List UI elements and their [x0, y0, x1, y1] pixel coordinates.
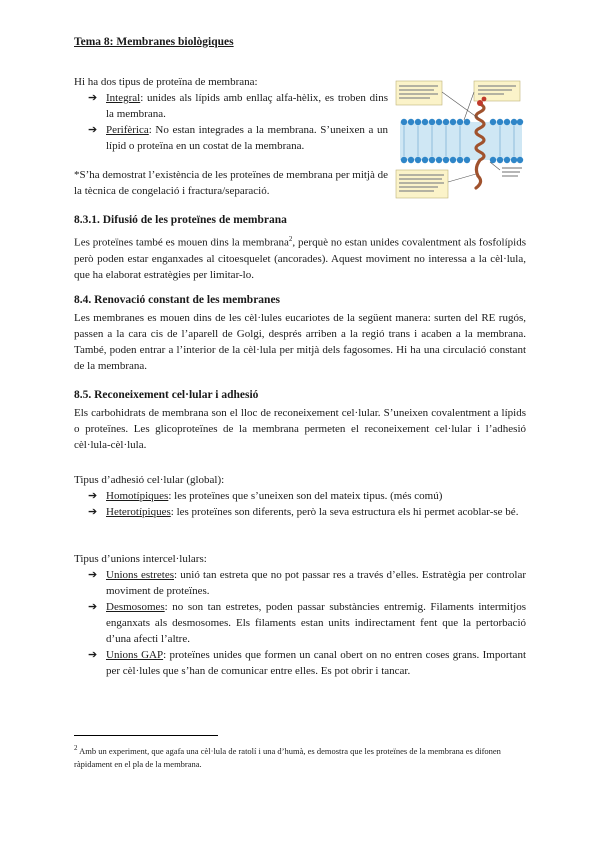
footnote-reference[interactable]: 2 — [288, 235, 293, 243]
term-desmosomes: Desmosomes — [106, 601, 165, 613]
list-item-heterotipiques — [88, 504, 526, 520]
label-box-top-left — [396, 81, 442, 105]
section-text-difusio — [74, 231, 526, 283]
footnote-mark: 2 — [74, 744, 78, 752]
definition-heterotipiques: : les proteïnes son diferents, però la seva estructura els hi permet acoblar-se bé. — [170, 506, 519, 518]
term-integral: Integral — [106, 92, 141, 104]
arrow-icon: ➔ — [88, 601, 98, 613]
definition-integral: : unides als lípids amb enllaç alfa-hèlix, es troben dins la membrana. — [106, 92, 388, 120]
term-heterotipiques: Heterotípiques — [106, 506, 171, 518]
section-heading-renovacio: 8.4. Renovació constant de les membranes — [74, 294, 281, 306]
footnote-text: Amb un experiment, que agafa una cèl·lula de ratolí i una d’humà, es demostra que les proteïnes de la membrana es difonen ràpidament en el pla de la membrana. — [74, 745, 501, 769]
label-box-top-right — [474, 81, 520, 101]
definition-unions-gap: : proteïnes unides que formen un canal obert on no entren coses grans. Important per cèl·lules que s’han de comunicar entre elles. Es pot obrir i tancar. — [106, 649, 526, 677]
arrow-icon: ➔ — [88, 92, 98, 104]
list-item-periferica — [88, 122, 388, 154]
definition-homotipiques: : les proteïnes que s’uneixen son del mateix tipus. (més comú) — [168, 490, 443, 502]
list-item-desmosomes — [88, 599, 526, 647]
definition-desmosomes: : no son tan estretes, poden passar substàncies entremig. Filaments intermitjos enganxats als desmosomes. Els filaments estan units indirectament fent que la pertorbació d’una afecti l’altre. — [106, 601, 526, 645]
section-heading-difusio: 8.3.1. Difusió de les proteïnes de membrana — [74, 214, 287, 226]
section-heading-reconeixement: 8.5. Reconeixement cel·lular i adhesió — [74, 389, 259, 401]
footnote — [74, 742, 526, 771]
intro-text: Hi ha dos tipus de proteïna de membrana: — [74, 76, 258, 88]
membrane-protein-figure — [394, 78, 526, 204]
page-title: Tema 8: Membranes biològiques — [74, 36, 234, 48]
list-item-unions-gap — [88, 647, 526, 679]
arrow-icon: ➔ — [88, 569, 98, 581]
footnote-separator — [74, 735, 218, 736]
section-text-reconeixement: Els carbohidrats de membrana son el lloc de reconeixement cel·lular. S’uneixen covalentment a lípids o proteïnes. Les glicoproteïnes de la membrana permeten el reconeixement cel·lular i l’adhesió cèl·lula-cèl·lula. — [74, 407, 526, 451]
section-text-renovacio: Les membranes es mouen dins de les cèl·lules eucariotes de la següent manera: surten del RE rugós, passen a la cara cis de l’aparell de Golgi, després arriben a la regió trans i acaben a la membrana. També, poden entrar a l’interior de la cèl·lula per mitjà dels fagosomes. Hi ha una circulació constant de la membrana. — [74, 312, 526, 372]
arrow-icon: ➔ — [88, 506, 98, 518]
arrow-icon: ➔ — [88, 649, 98, 661]
note-paragraph: *S’ha demostrat l’existència de les proteïnes de membrana per mitjà de la tècnica de congelació i fractura/separació. — [74, 169, 388, 197]
carbohydrate-chain — [477, 100, 483, 106]
term-unions-gap: Unions GAP — [106, 649, 164, 661]
junctions-intro: Tipus d’unions intercel·lulars: — [74, 553, 207, 565]
definition-unions-estretes: : unió tan estreta que no pot passar res a través d’elles. Estratègia per controlar moviment de proteïnes. — [106, 569, 526, 597]
section-text-difusio-a: Les proteïnes també es mouen dins la membrana — [74, 236, 289, 249]
label-box-bottom-left — [396, 170, 448, 198]
term-periferica: Perifèrica — [106, 124, 149, 136]
list-item-homotipiques — [88, 488, 526, 504]
arrow-icon: ➔ — [88, 124, 98, 136]
term-homotipiques: Homotípiques — [106, 490, 169, 502]
arrow-icon: ➔ — [88, 490, 98, 502]
definition-periferica: : No estan integrades a la membrana. S’uneixen a un lípid o proteïna en un costat de la membrana. — [106, 124, 388, 152]
adhesion-intro: Tipus d’adhesió cel·lular (global): — [74, 474, 225, 486]
section-text-difusio-b: , perquè no estan unides covalentment als fosfolípids però poden estar enganxades al citoesquelet (ancorades). Aquest moviment no interessa a la cèl·lula, que ha elaborat estratègies per limitar-lo. — [74, 236, 526, 281]
list-item-integral — [88, 90, 388, 122]
list-item-unions-estretes — [88, 567, 526, 599]
term-unions-estretes: Unions estretes — [106, 569, 174, 581]
